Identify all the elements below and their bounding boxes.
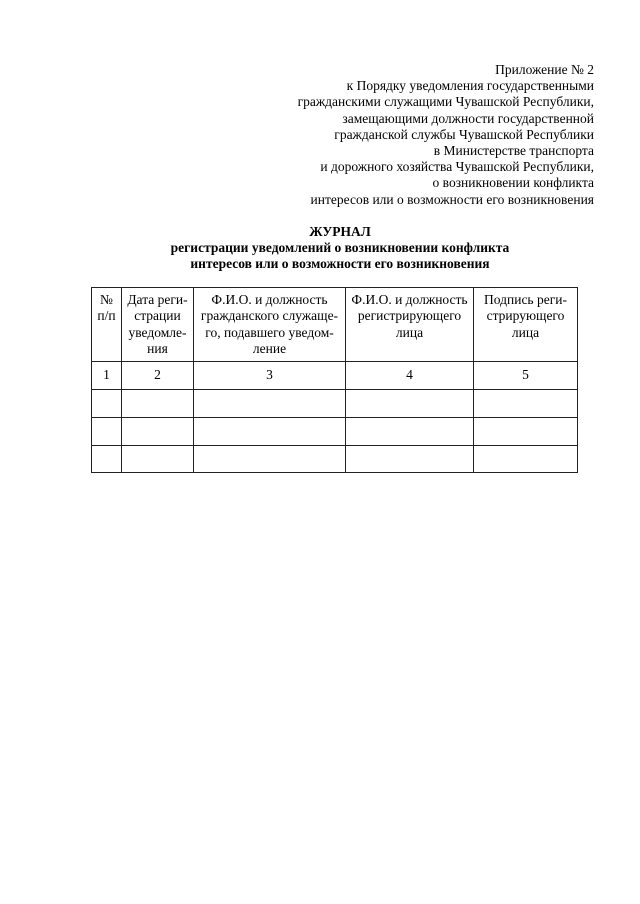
table-cell	[92, 418, 122, 446]
header-line: стрирующего	[486, 308, 565, 324]
journal-subtitle-line: регистрации уведомлений о возникновении конфликта	[170, 240, 510, 255]
table-cell	[474, 418, 578, 446]
table-row	[92, 446, 578, 473]
header-cell-date	[122, 288, 194, 362]
table-cell	[92, 446, 122, 473]
header-line: Ф.И.О. и должность	[211, 292, 328, 307]
table-cell	[122, 418, 194, 446]
header-line: страции	[134, 308, 181, 324]
header-line: №	[100, 292, 113, 307]
header-line: ния	[147, 340, 168, 356]
column-number: 2	[122, 362, 194, 390]
appendix-line: гражданской службы Чувашской Республики	[334, 126, 594, 142]
table-cell	[122, 446, 194, 473]
header-line: Подпись реги-	[484, 292, 567, 307]
table-cell	[346, 390, 474, 418]
header-line: уведомле-	[128, 324, 187, 340]
appendix-line: и дорожного хозяйства Чувашской Республики,	[320, 159, 594, 175]
table-cell	[194, 446, 346, 473]
table-cell	[346, 418, 474, 446]
column-number: 1	[92, 362, 122, 390]
table-cell	[194, 418, 346, 446]
table-header-row	[92, 288, 578, 362]
header-line: лица	[511, 324, 540, 340]
header-line: го, подавшего уведом-	[205, 324, 334, 340]
table-cell	[122, 390, 194, 418]
table-cell	[194, 390, 346, 418]
journal-title: ЖУРНАЛ	[309, 224, 371, 239]
appendix-note	[298, 62, 594, 208]
table-cell	[474, 390, 578, 418]
column-number: 5	[474, 362, 578, 390]
header-cell-registrar	[346, 288, 474, 362]
appendix-line: в Министерстве транспорта	[433, 143, 594, 159]
journal-heading	[90, 224, 590, 272]
appendix-line: о возникновении конфликта	[432, 175, 594, 191]
appendix-line: замещающими должности государственной	[342, 110, 594, 126]
header-line: Ф.И.О. и должность	[351, 292, 468, 307]
column-number: 3	[194, 362, 346, 390]
column-number-row	[92, 362, 578, 390]
header-line: п/п	[97, 308, 116, 324]
header-line: ление	[252, 340, 287, 356]
header-cell-number	[92, 288, 122, 362]
appendix-line: Приложение № 2	[495, 62, 594, 77]
header-line: регистрирующего	[357, 308, 462, 324]
column-number: 4	[346, 362, 474, 390]
table-row	[92, 418, 578, 446]
appendix-line: интересов или о возможности его возникновения	[310, 191, 594, 207]
appendix-line: к Порядку уведомления государственными	[346, 78, 594, 94]
header-cell-signature	[474, 288, 578, 362]
table-cell	[346, 446, 474, 473]
header-line: лица	[395, 324, 424, 340]
registration-table	[91, 287, 578, 473]
table-cell	[474, 446, 578, 473]
appendix-line: гражданскими служащими Чувашской Республики,	[297, 94, 594, 110]
table-cell	[92, 390, 122, 418]
table-row	[92, 390, 578, 418]
header-line: гражданского служаще-	[200, 308, 339, 324]
header-line: Дата реги-	[127, 292, 188, 307]
header-cell-notifier	[194, 288, 346, 362]
journal-subtitle-line: интересов или о возможности его возникновения	[190, 256, 490, 271]
